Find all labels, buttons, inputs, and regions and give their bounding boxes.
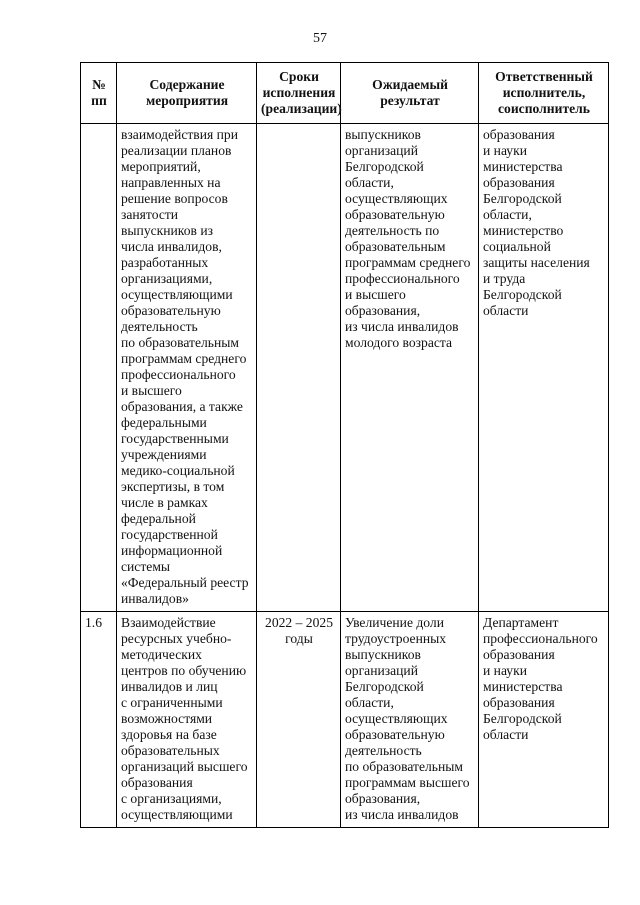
row-responsible-cell: Департамент профессионального образования и науки министерства образования Белгородской области [479,612,609,828]
table-row [81,124,609,612]
row-result-cell: Увеличение доли трудоустроенных выпускников организаций Белгородской области, осуществляющих образовательную деятельность по образовательным программам высшего образования, из числа инвалидов [341,612,479,828]
row-content-cell: Взаимодействие ресурсных учебно- методических центров по обучению инвалидов и лиц с ограниченными возможностями здоровья на базе образовательных организаций высшего образования с организациями, осуществляющими [117,612,257,828]
header-term: Сроки исполнения (реализации) [257,63,341,124]
row-responsible-cell: образования и науки министерства образования Белгородской области, министерство социальной защиты населения и труда Белгородской области [479,124,609,612]
row-number-cell [81,124,117,612]
header-responsible: Ответственный исполнитель, соисполнитель [479,63,609,124]
row-result-cell: выпускников организаций Белгородской области, осуществляющих образовательную деятельность по образовательным программам среднего профессионального и высшего образования, из числа инвалидов молодого возраста [341,124,479,612]
row-term-cell [257,124,341,612]
row-content-cell: взаимодействия при реализации планов мероприятий, направленных на решение вопросов занятости выпускников из числа инвалидов, разработанных организациями, осуществляющими образовательную деятельность по образовательным программам среднего профессионального и высшего образования, а также федеральными государственными учреждениями медико-социальной экспертизы, в том числе в рамках федеральной государственной информационной системы «Федеральный реестр инвалидов» [117,124,257,612]
header-number: № пп [81,63,117,124]
header-content: Содержание мероприятия [117,63,257,124]
row-term-cell: 2022 – 2025 годы [257,612,341,828]
measures-table [80,62,609,828]
table-row [81,612,609,828]
page-number: 57 [313,31,327,46]
row-number-cell: 1.6 [81,612,117,828]
table-header-row [81,63,609,124]
header-result: Ожидаемый результат [341,63,479,124]
